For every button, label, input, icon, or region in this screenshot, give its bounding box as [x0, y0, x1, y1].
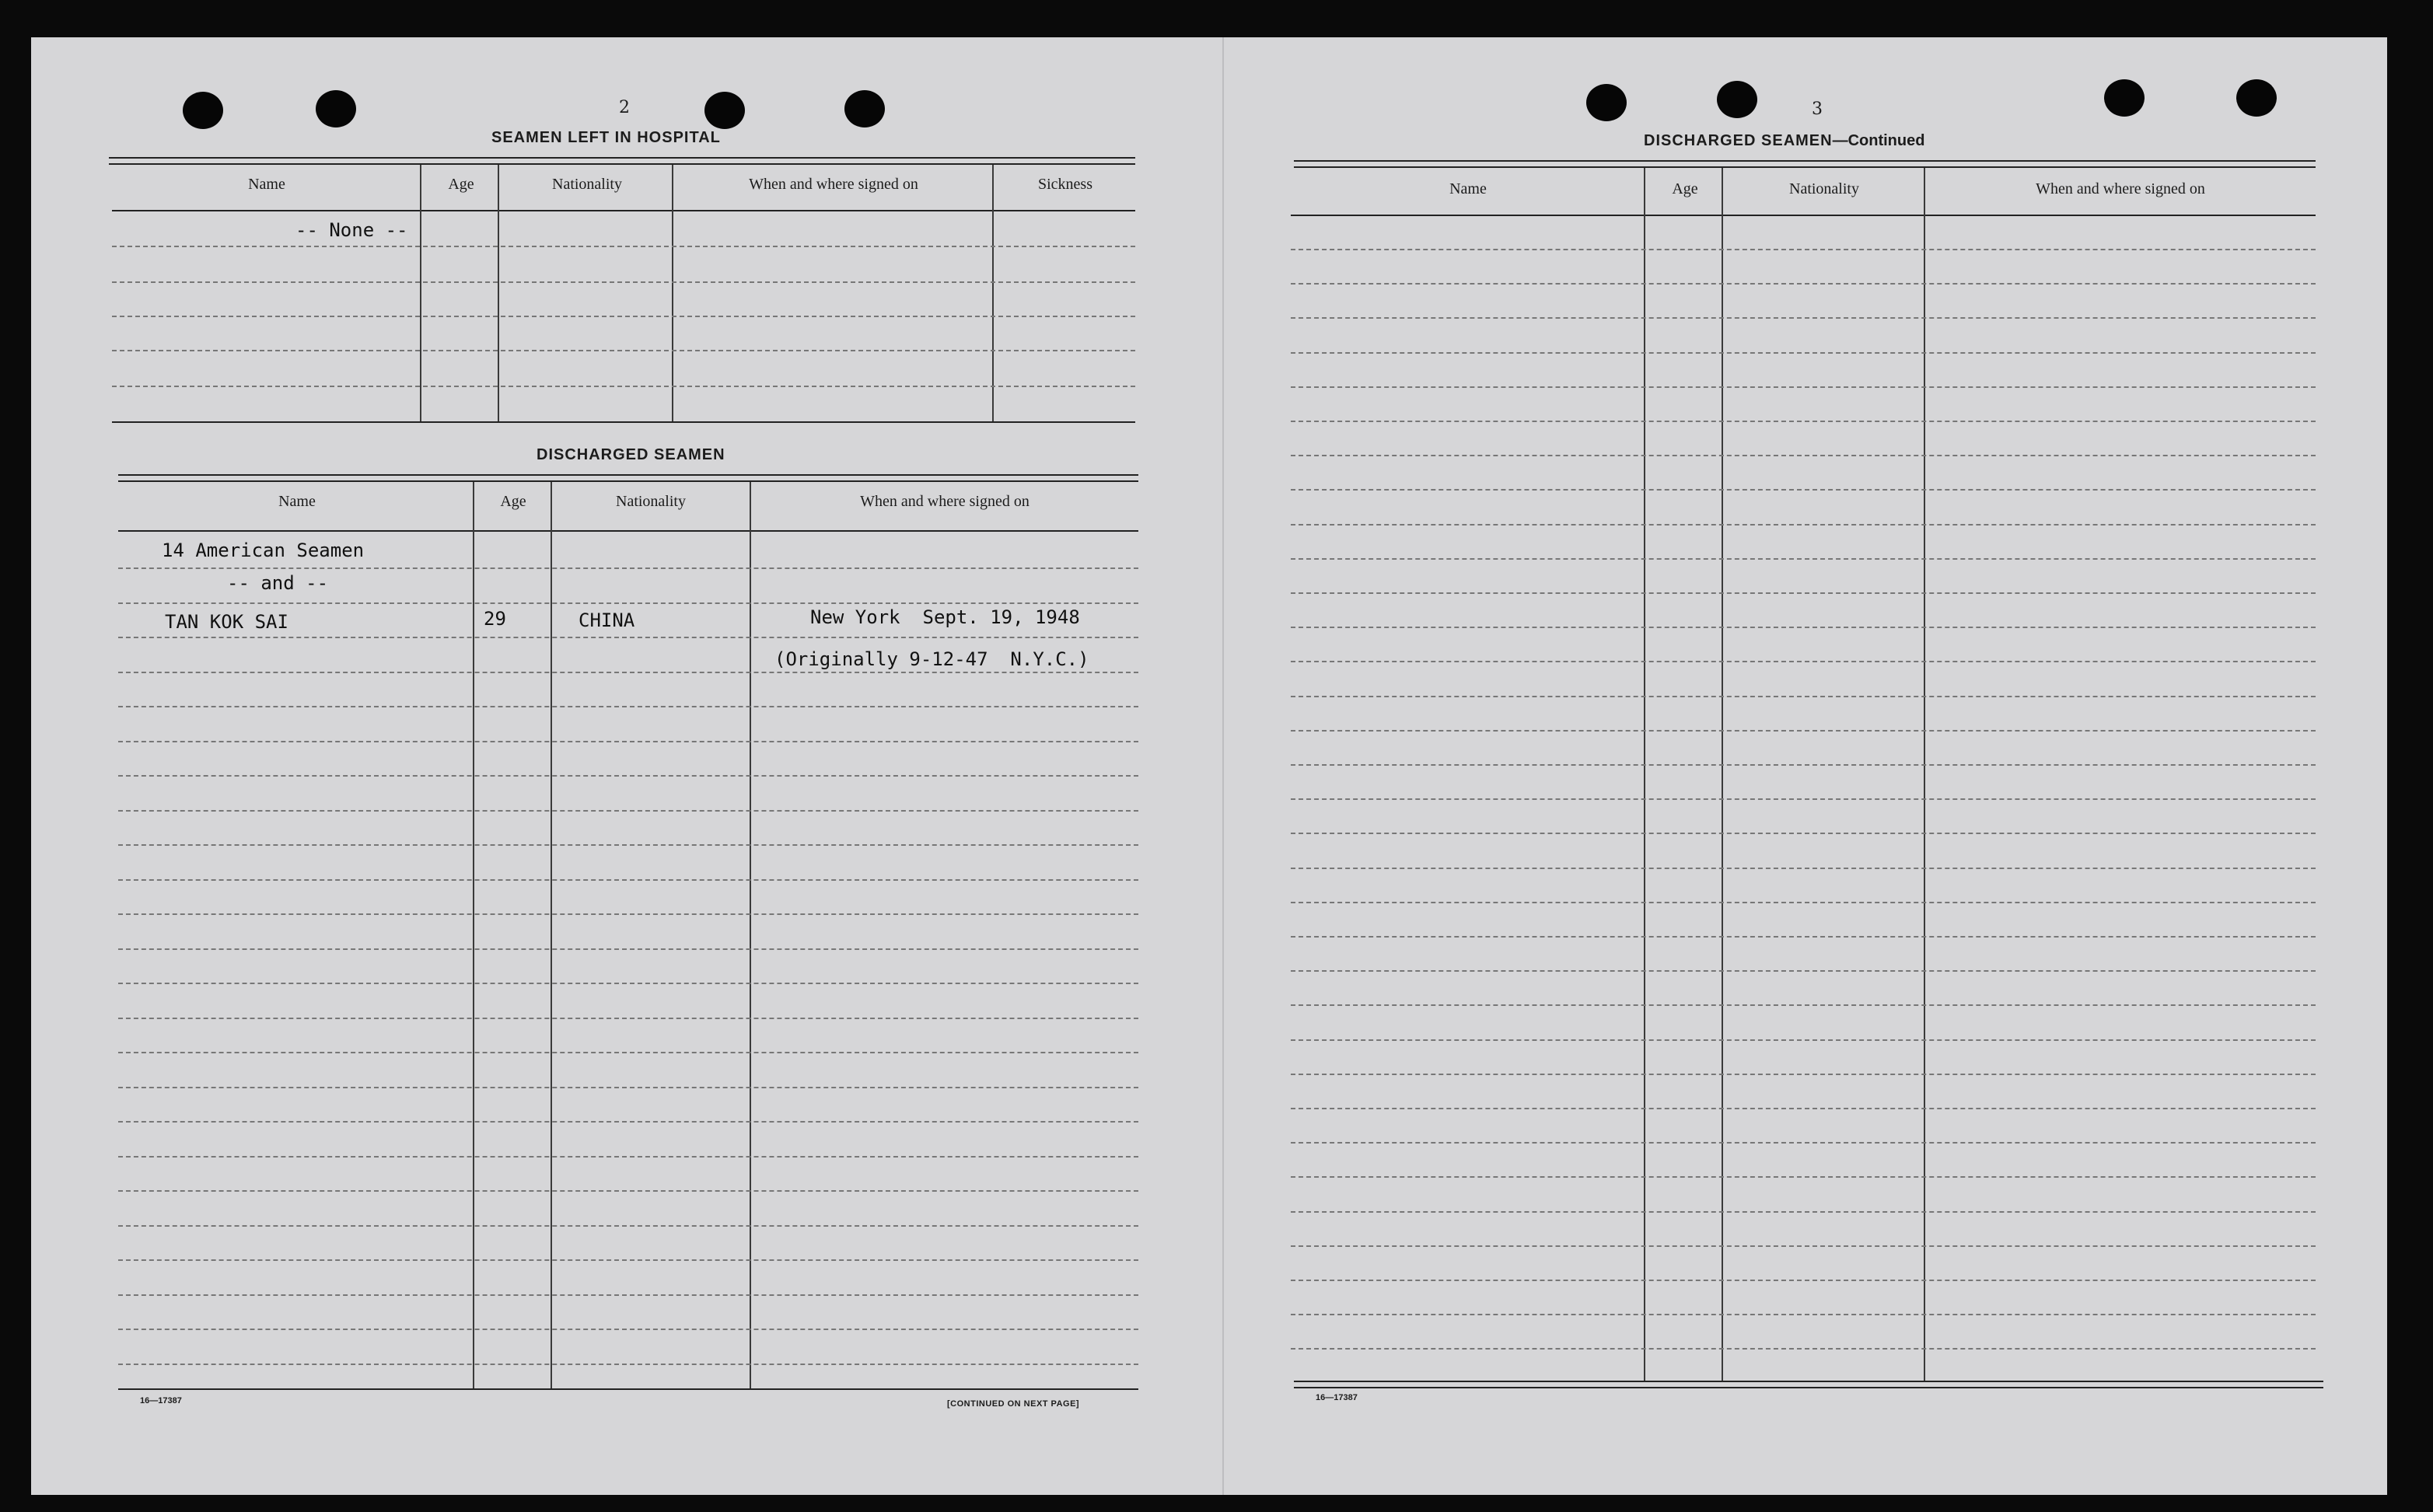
- form-row-line: [1291, 868, 2316, 869]
- form-row-line: [1291, 1108, 2316, 1109]
- right-header-name: Name: [1449, 180, 1487, 197]
- right-title-suffix: —Continued: [1832, 132, 1925, 149]
- form-row-line: [118, 1329, 1138, 1330]
- form-row-line: [118, 1294, 1138, 1296]
- form-row-line: [1291, 524, 2316, 526]
- punch-hole: [844, 90, 885, 127]
- continued-note: [CONTINUED ON NEXT PAGE]: [947, 1399, 1080, 1409]
- form-row-line: [118, 1190, 1138, 1192]
- form-row-line: [1291, 661, 2316, 662]
- form-row-line: [118, 1087, 1138, 1088]
- discharged-col-line: [473, 482, 474, 1388]
- form-row-line: [1291, 627, 2316, 628]
- document-sheet: [31, 37, 2387, 1495]
- discharged-header-rule: [118, 530, 1138, 532]
- hospital-header-rule: [112, 210, 1135, 211]
- form-row-line: [118, 879, 1138, 881]
- form-row-line: [118, 1121, 1138, 1123]
- form-row-line: [1291, 386, 2316, 388]
- form-row-line: [118, 637, 1138, 638]
- discharged-entry-signed-on: New York Sept. 19, 1948: [810, 606, 1080, 628]
- hospital-row-line: [112, 386, 1135, 387]
- form-row-line: [1291, 970, 2316, 972]
- form-row-line: [1291, 1314, 2316, 1315]
- form-row-line: [1291, 1211, 2316, 1213]
- form-row-line: [118, 948, 1138, 950]
- form-row-line: [1291, 730, 2316, 732]
- form-row-line: [1291, 1039, 2316, 1041]
- form-row-line: [1291, 249, 2316, 250]
- discharged-entry-name: 14 American Seamen: [162, 540, 365, 561]
- discharged-entry-signed-on: (Originally 9-12-47 N.Y.C.): [774, 648, 1089, 670]
- form-row-line: [118, 602, 1138, 604]
- hospital-entry-none: -- None --: [295, 219, 408, 241]
- discharged-section-title: DISCHARGED SEAMEN: [537, 446, 725, 463]
- form-row-line: [118, 810, 1138, 812]
- discharged-entry-name: TAN KOK SAI: [165, 611, 288, 633]
- discharged-header-nationality: Nationality: [616, 493, 686, 510]
- hospital-row-line: [112, 316, 1135, 317]
- hospital-header-nationality: Nationality: [552, 176, 622, 193]
- form-row-line: [1291, 764, 2316, 766]
- form-row-line: [1291, 902, 2316, 903]
- form-row-line: [118, 741, 1138, 742]
- discharged-header-signed-on: When and where signed on: [860, 493, 1029, 510]
- form-row-line: [1291, 936, 2316, 938]
- discharged-entry-age: 29: [484, 608, 506, 630]
- right-col-line: [1924, 168, 1925, 1382]
- right-bottom-rule: [1294, 1381, 2323, 1388]
- form-row-line: [1291, 1245, 2316, 1247]
- form-row-line: [1291, 1142, 2316, 1144]
- discharged-top-rule: [118, 474, 1138, 482]
- punch-hole: [2236, 79, 2277, 117]
- hospital-col-line: [498, 165, 499, 421]
- discharged-entry-nationality: CHINA: [579, 609, 635, 631]
- right-section-title: [1644, 132, 1924, 150]
- hospital-header-signed-on: When and where signed on: [749, 176, 918, 193]
- hospital-bottom-rule: [112, 421, 1135, 423]
- discharged-bottom-rule: [118, 1388, 1138, 1390]
- punch-hole: [1717, 81, 1757, 118]
- form-row-line: [1291, 833, 2316, 834]
- form-row-line: [1291, 1004, 2316, 1006]
- form-row-line: [118, 672, 1138, 673]
- form-row-line: [1291, 1074, 2316, 1075]
- right-header-age: Age: [1672, 180, 1698, 197]
- right-col-line: [1644, 168, 1645, 1382]
- right-header-signed-on: When and where signed on: [2036, 180, 2205, 197]
- hospital-col-line: [672, 165, 673, 421]
- hospital-header-name: Name: [248, 176, 285, 193]
- discharged-header-name: Name: [278, 493, 316, 510]
- form-row-line: [1291, 317, 2316, 319]
- form-row-line: [1291, 558, 2316, 560]
- page-fold: [1222, 37, 1224, 1495]
- punch-hole: [183, 92, 223, 129]
- form-row-line: [1291, 455, 2316, 456]
- discharged-col-line: [750, 482, 751, 1388]
- punch-hole: [1586, 84, 1627, 121]
- form-row-line: [118, 1364, 1138, 1365]
- form-row-line: [118, 844, 1138, 846]
- punch-hole: [2104, 79, 2145, 117]
- form-row-line: [1291, 352, 2316, 354]
- discharged-entry-name: -- and --: [227, 572, 329, 594]
- form-number-left: 16—17387: [140, 1396, 182, 1405]
- form-row-line: [1291, 798, 2316, 800]
- hospital-top-rule: [109, 157, 1135, 165]
- form-row-line: [118, 983, 1138, 984]
- form-row-line: [1291, 421, 2316, 422]
- form-row-line: [1291, 1176, 2316, 1178]
- page-number-right: 3: [1812, 100, 1823, 119]
- hospital-row-line: [112, 246, 1135, 247]
- form-row-line: [1291, 696, 2316, 697]
- right-header-rule: [1291, 215, 2316, 216]
- form-row-line: [118, 1225, 1138, 1227]
- right-header-nationality: Nationality: [1789, 180, 1859, 197]
- form-row-line: [118, 567, 1138, 569]
- hospital-row-line: [112, 350, 1135, 351]
- hospital-section-title: SEAMEN LEFT IN HOSPITAL: [491, 129, 721, 146]
- punch-hole: [316, 90, 356, 127]
- right-col-line: [1722, 168, 1723, 1382]
- form-row-line: [1291, 283, 2316, 285]
- form-row-line: [118, 706, 1138, 707]
- form-row-line: [1291, 1348, 2316, 1350]
- right-top-rule: [1294, 160, 2316, 168]
- form-number-right: 16—17387: [1316, 1393, 1358, 1402]
- hospital-header-sickness: Sickness: [1038, 176, 1092, 193]
- form-row-line: [1291, 489, 2316, 491]
- form-row-line: [118, 1156, 1138, 1158]
- discharged-header-age: Age: [500, 493, 526, 510]
- hospital-col-line: [992, 165, 994, 421]
- right-title-main: DISCHARGED SEAMEN: [1644, 132, 1833, 149]
- form-row-line: [118, 1018, 1138, 1019]
- form-row-line: [1291, 592, 2316, 594]
- hospital-header-age: Age: [448, 176, 474, 193]
- page-number-left: 2: [619, 98, 630, 117]
- hospital-row-line: [112, 281, 1135, 283]
- punch-hole: [704, 92, 745, 129]
- form-row-line: [118, 913, 1138, 915]
- form-row-line: [1291, 1280, 2316, 1281]
- hospital-col-line: [420, 165, 421, 421]
- form-row-line: [118, 775, 1138, 777]
- form-row-line: [118, 1052, 1138, 1053]
- discharged-col-line: [551, 482, 552, 1388]
- form-row-line: [118, 1259, 1138, 1261]
